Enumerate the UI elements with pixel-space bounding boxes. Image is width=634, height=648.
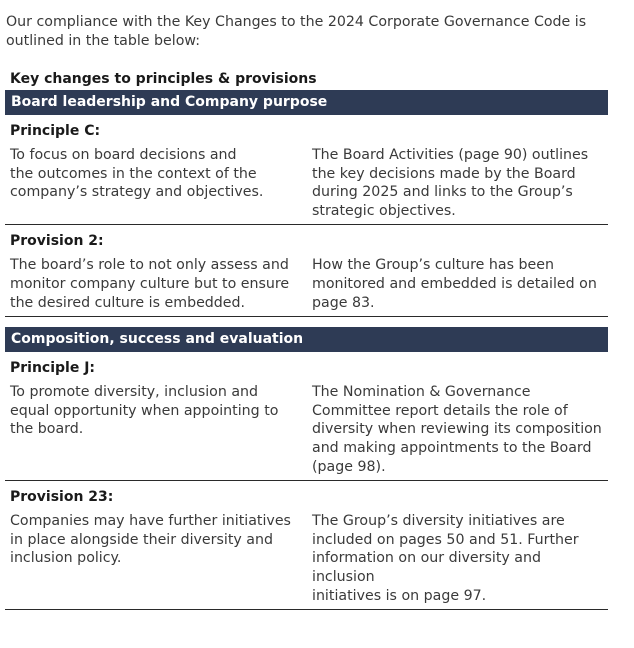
item-label: Principle J:	[10, 360, 96, 377]
table-row	[5, 481, 608, 610]
requirement-text: To focus on board decisions and the outcomes in the context of the company’s strategy and objectives.	[10, 147, 264, 201]
table-row	[5, 225, 608, 317]
compliance-text: How the Group’s culture has been monitored and embedded is detailed on page 83.	[312, 257, 597, 311]
intro-paragraph	[6, 13, 606, 50]
table-heading: Key changes to principles & provisions	[10, 71, 317, 87]
intro-line: Our compliance with the Key Changes to the 2024 Corporate Governance Code is	[6, 14, 587, 30]
table-row	[5, 352, 608, 481]
intro-line: outlined in the table below:	[6, 32, 200, 49]
item-label: Provision 23:	[10, 489, 114, 506]
table-row	[5, 115, 608, 225]
item-label: Provision 2:	[10, 233, 104, 250]
compliance-text: The Group’s diversity initiatives are included on pages 50 and 51. Further information on our diversity and inclusion initiatives is on page 97.	[312, 513, 579, 604]
compliance-text: The Board Activities (page 90) outlines the key decisions made by the Board during 2025 and links to the Group’s strategic objectives.	[312, 147, 589, 219]
section-header-board-leadership: Board leadership and Company purpose	[5, 90, 608, 115]
requirement-text: The board’s role to not only assess and monitor company culture but to ensure the desired culture is embedded.	[10, 257, 290, 311]
requirement-text: To promote diversity, inclusion and equal opportunity when appointing to the board.	[10, 384, 279, 438]
item-label: Principle C:	[10, 123, 101, 139]
compliance-text: The Nomination & Governance Committee report details the role of diversity when reviewing its composition and making appointments to the Board (page 98).	[312, 384, 602, 475]
requirement-text: Companies may have further initiatives in place alongside their diversity and inclusion policy.	[10, 513, 291, 567]
section-header-composition: Composition, success and evaluation	[5, 327, 608, 352]
compliance-table	[5, 66, 608, 610]
